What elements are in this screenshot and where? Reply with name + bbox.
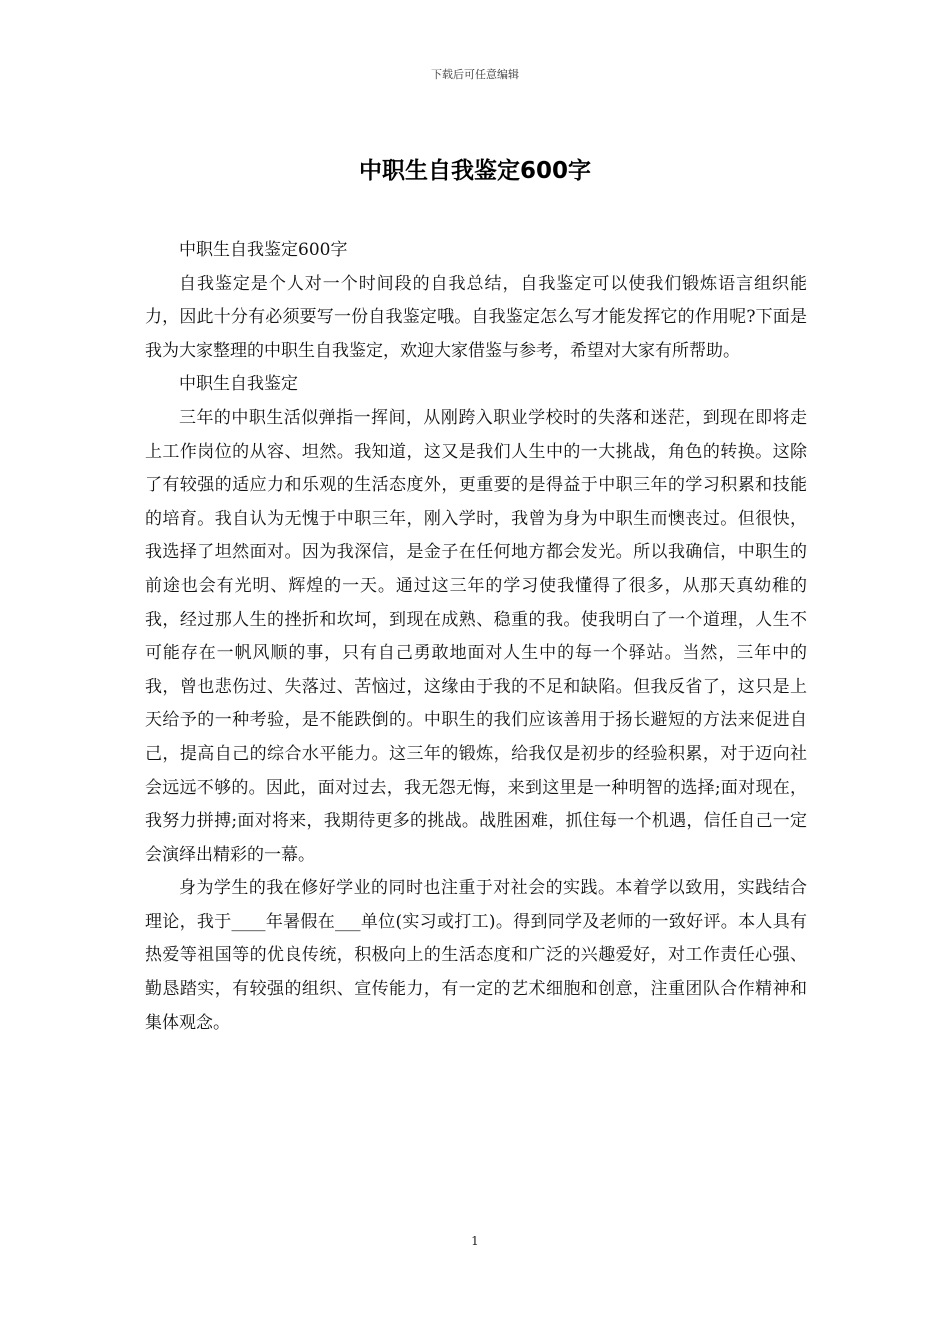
paragraph-body-main: 三年的中职生活似弹指一挥间，从刚跨入职业学校时的失落和迷茫，到现在即将走上工作岗位的从容、坦然。我知道，这又是我们人生中的一大挑战，角色的转换。这除了有较强的适应力和乐观的生活态度外，更重要的是得益于中职三年的学习积累和技能的培育。我自认为无愧于中职三年，刚入学时，我曾为身为中职生而懊丧过。但很快，我选择了坦然面对。因为我深信，是金子在任何地方都会发光。所以我确信，中职生的前途也会有光明、辉煌的一天。通过这三年的学习使我懂得了很多，从那天真幼稚的我，经过那人生的挫折和坎坷，到现在成熟、稳重的我。使我明白了一个道理，人生不可能存在一帆风顺的事，只有自己勇敢地面对人生中的每一个驿站。当然，三年中的我，曾也悲伤过、失落过、苦恼过，这缘由于我的不足和缺陷。但我反省了，这只是上天给予的一种考验，是不能跌倒的。中职生的我们应该善用于扬长避短的方法来促进自己，提高自己的综合水平能力。这三年的锻炼，给我仅是初步的经验积累，对于迈向社会远远不够的。因此，面对过去，我无怨无悔，来到这里是一种明智的选择;面对现在，我努力拼搏;面对将来，我期待更多的挑战。战胜困难，抓住每一个机遇，信任自己一定会演绎出精彩的一幕。 <box>145 407 807 865</box>
page-number: 1 <box>471 1234 479 1248</box>
paragraph-subtitle: 中职生自我鉴定600字 <box>179 240 348 260</box>
document-title: 中职生自我鉴定600字 <box>358 158 591 184</box>
paragraph-body-practice: 身为学生的我在修好学业的同时也注重于对社会的实践。本着学以致用，实践结合理论，我于____年暑假在___单位(实习或打工)。得到同学及老师的一致好评。本人具有热爱等祖国等的优良传统，积极向上的生活态度和广泛的兴趣爱好，对工作责任心强、勤恳踏实，有较强的组织、宣传能力，有一定的艺术细胞和创意，注重团队合作精神和集体观念。 <box>145 878 807 1033</box>
page-header: 下载后可任意编辑 <box>431 68 519 81</box>
document-body <box>145 234 807 1040</box>
paragraph-intro: 自我鉴定是个人对一个时间段的自我总结，自我鉴定可以使我们锻炼语言组织能力，因此十分有必须要写一份自我鉴定哦。自我鉴定怎么写才能发挥它的作用呢?下面是我为大家整理的中职生自我鉴定，欢迎大家借鉴与参考，希望对大家有所帮助。 <box>145 273 807 361</box>
paragraph-section-heading: 中职生自我鉴定 <box>179 374 298 395</box>
